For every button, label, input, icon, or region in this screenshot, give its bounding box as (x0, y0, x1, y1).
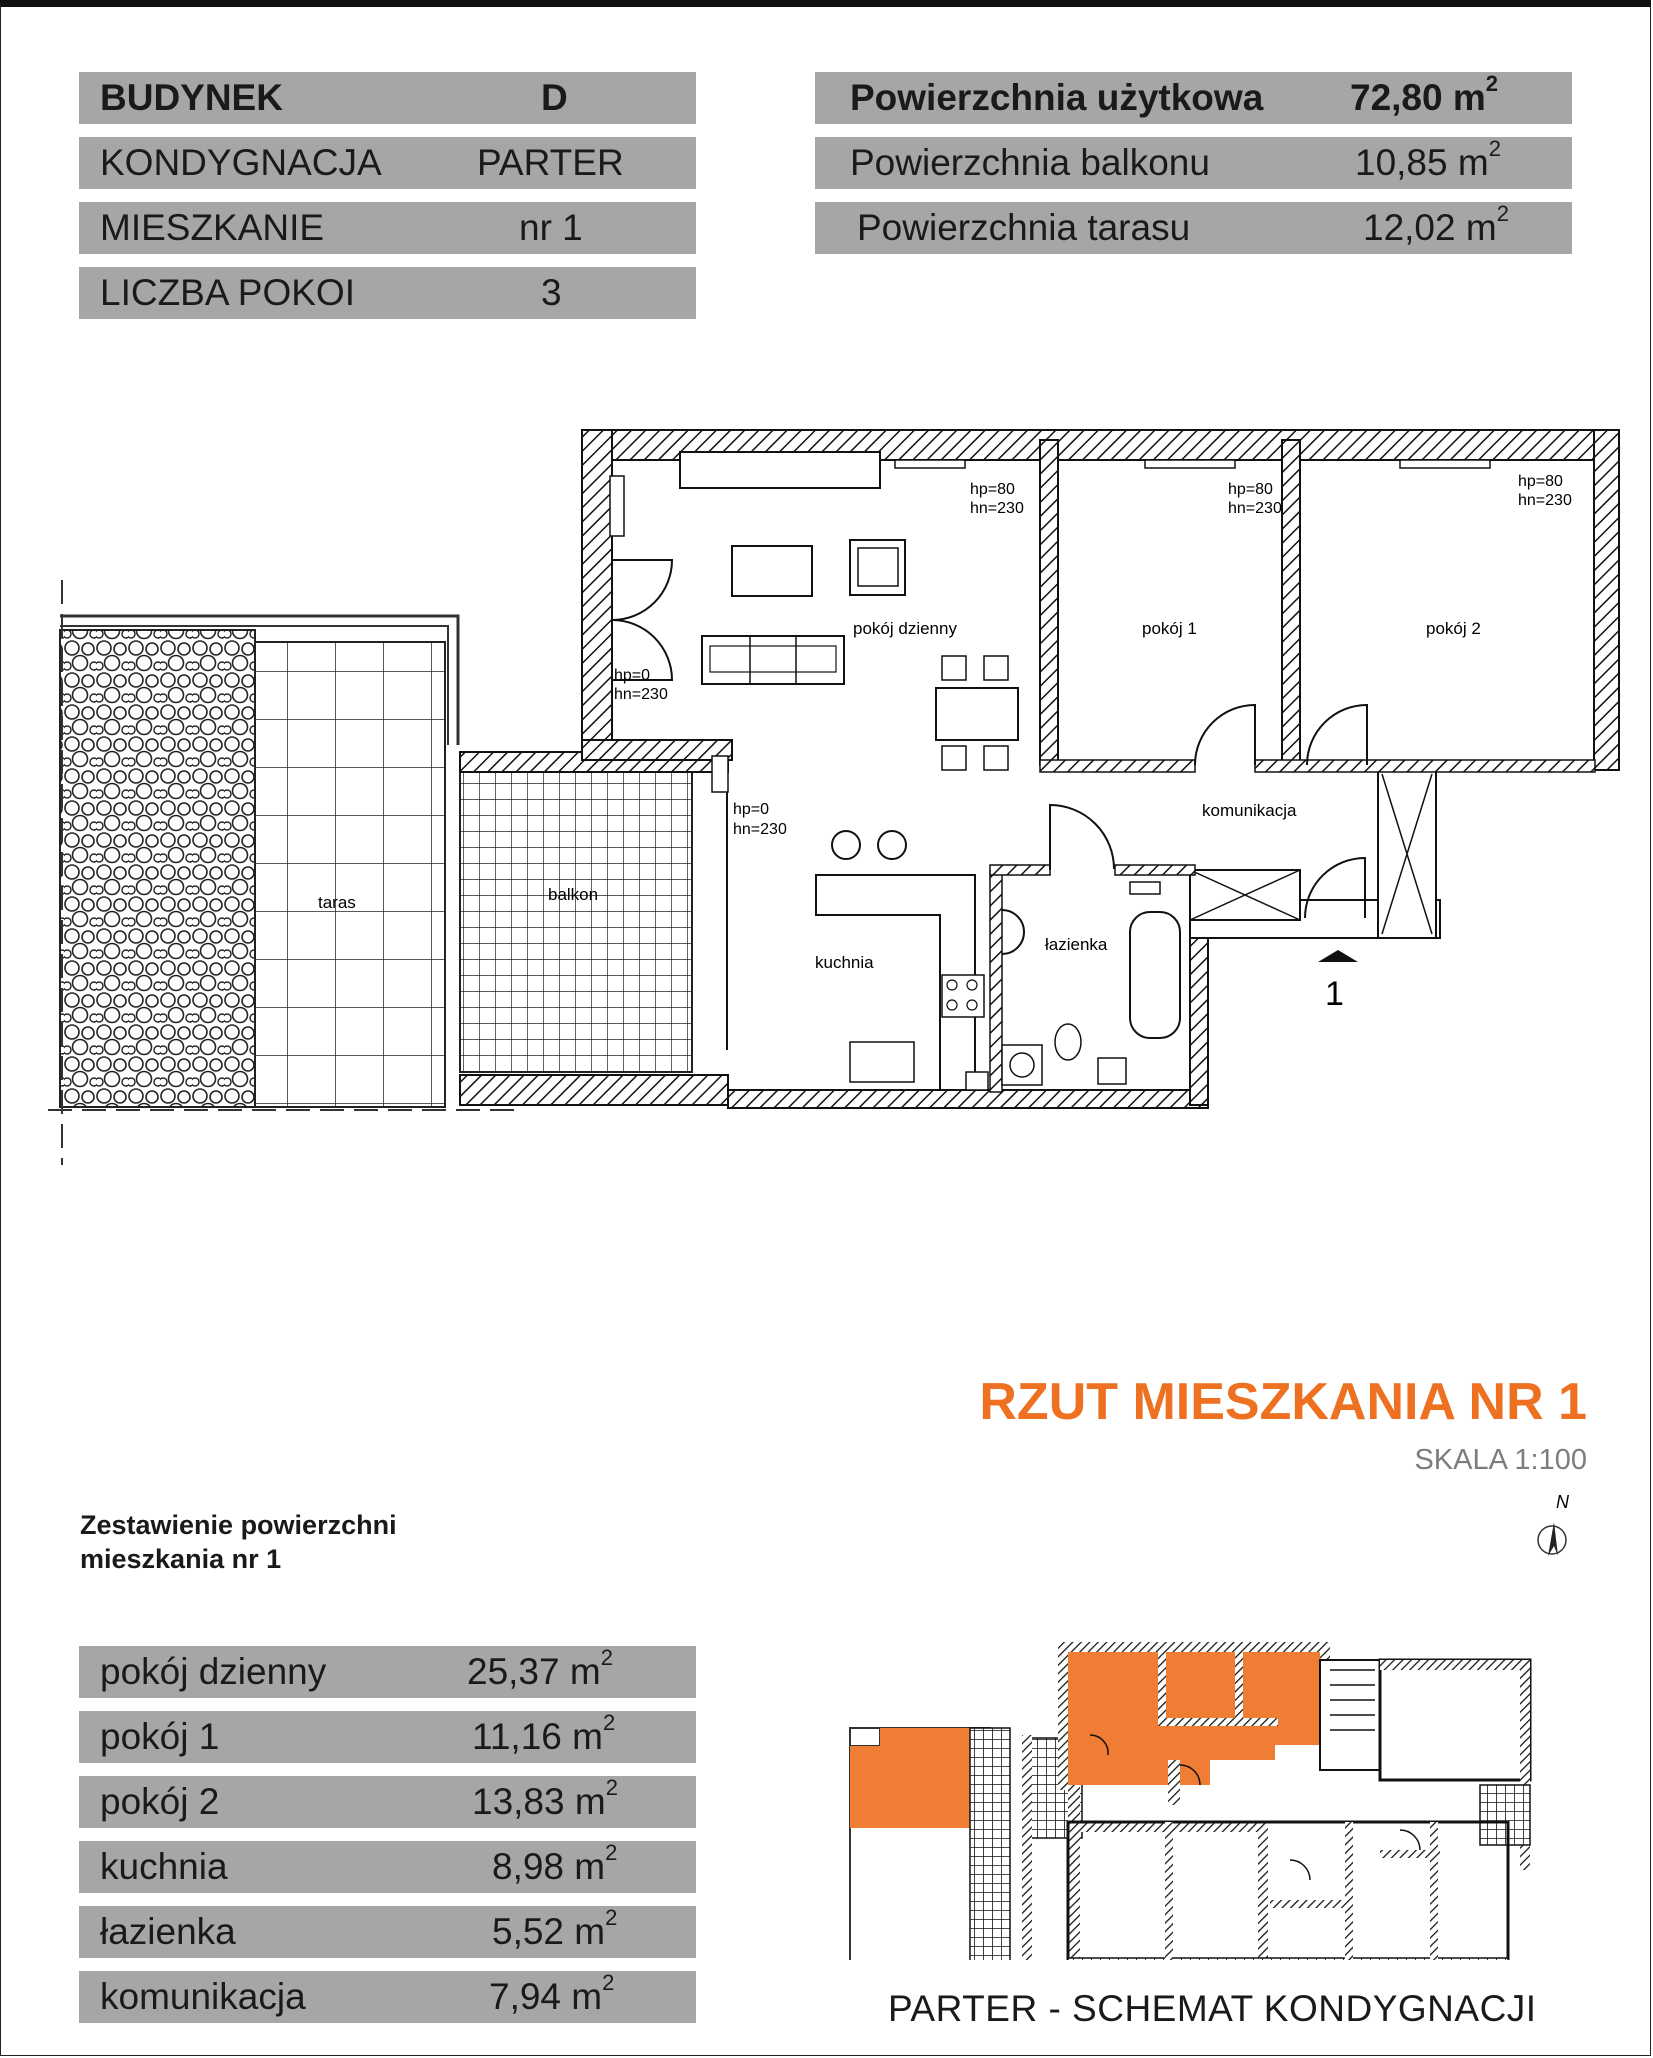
info-value: PARTER (477, 142, 624, 183)
unit-sup: 2 (605, 1775, 618, 1800)
info-label: Powierzchnia tarasu (857, 207, 1191, 248)
win2-hp: hp=80 (1228, 481, 1273, 498)
info-value: 12,02 m (1363, 207, 1497, 248)
footer-caption: PARTER - SCHEMAT KONDYGNACJI (888, 1988, 1537, 2029)
door2-hn: hn=230 (733, 821, 787, 838)
label-hall: komunikacja (1202, 801, 1297, 820)
plan-scale: SKALA 1:100 (1414, 1444, 1587, 1476)
area-value: 11,16 m (472, 1716, 603, 1757)
info-value: D (541, 77, 568, 118)
win1-hn: hn=230 (970, 500, 1024, 517)
win3-hp: hp=80 (1518, 473, 1563, 490)
summary-heading-line2: mieszkania nr 1 (80, 1544, 282, 1574)
label-room2: pokój 2 (1426, 619, 1481, 638)
area-value: 8,98 m (492, 1846, 606, 1887)
label-balcony: balkon (548, 885, 599, 904)
info-label: KONDYGNACJA (100, 142, 382, 183)
entry-arrow-icon (1318, 950, 1358, 962)
area-row (79, 1776, 696, 1828)
terrace-pebble-area (60, 630, 255, 1107)
unit-sup: 2 (602, 1710, 616, 1735)
unit-sup: 2 (1485, 71, 1499, 96)
unit-sup: 2 (605, 1905, 618, 1930)
info-value: 3 (541, 272, 562, 313)
area-row (79, 1906, 696, 1958)
north-label: N (1556, 1492, 1569, 1512)
area-room: łazienka (100, 1911, 236, 1952)
info-value: 10,85 m (1355, 142, 1489, 183)
entry-number: 1 (1325, 975, 1344, 1013)
label-kitchen: kuchnia (815, 953, 874, 972)
label-room1: pokój 1 (1142, 619, 1197, 638)
info-value: nr 1 (519, 207, 583, 248)
info-value: 72,80 m (1350, 77, 1486, 118)
area-room: komunikacja (100, 1976, 306, 2017)
info-label: BUDYNEK (100, 77, 283, 118)
floor-schematic (840, 1560, 1600, 1960)
door1-hp: hp=0 (614, 667, 651, 684)
unit-sup: 2 (605, 1840, 618, 1865)
area-room: pokój 2 (100, 1781, 220, 1822)
unit-sup: 2 (602, 1970, 615, 1995)
door1-hn: hn=230 (614, 686, 668, 703)
info-label: MIESZKANIE (100, 207, 325, 248)
area-row (79, 1841, 696, 1893)
summary-heading-line1: Zestawienie powierzchni (80, 1510, 397, 1540)
balcony-tiles (460, 770, 692, 1072)
terrace-tiles (255, 642, 445, 1107)
area-row (79, 1646, 696, 1698)
unit-sup: 2 (1496, 201, 1509, 226)
door2-hp: hp=0 (733, 801, 770, 818)
label-living: pokój dzienny (853, 619, 957, 638)
area-room: kuchnia (100, 1846, 228, 1887)
unit-sup: 2 (1488, 136, 1501, 161)
area-room: pokój dzienny (100, 1651, 327, 1692)
label-terrace: taras (318, 893, 356, 912)
summary-heading (80, 1508, 397, 1576)
info-label: Powierzchnia użytkowa (850, 77, 1264, 118)
area-value: 5,52 m (492, 1911, 606, 1952)
area-value: 25,37 m (467, 1651, 601, 1692)
win2-hn: hn=230 (1228, 500, 1282, 517)
area-row (79, 1971, 696, 2023)
unit-sup: 2 (600, 1645, 613, 1670)
label-bathroom: łazienka (1045, 935, 1108, 954)
win3-hn: hn=230 (1518, 492, 1572, 509)
info-label: LICZBA POKOI (100, 272, 355, 313)
plan-title: RZUT MIESZKANIA NR 1 (979, 1373, 1587, 1431)
area-row (79, 1711, 696, 1763)
info-label: Powierzchnia balkonu (850, 142, 1210, 183)
win1-hp: hp=80 (970, 481, 1015, 498)
area-value: 13,83 m (472, 1781, 606, 1822)
north-arrow-icon (1528, 1490, 1578, 1570)
area-room: pokój 1 (100, 1716, 220, 1757)
area-value: 7,94 m (489, 1976, 603, 2017)
